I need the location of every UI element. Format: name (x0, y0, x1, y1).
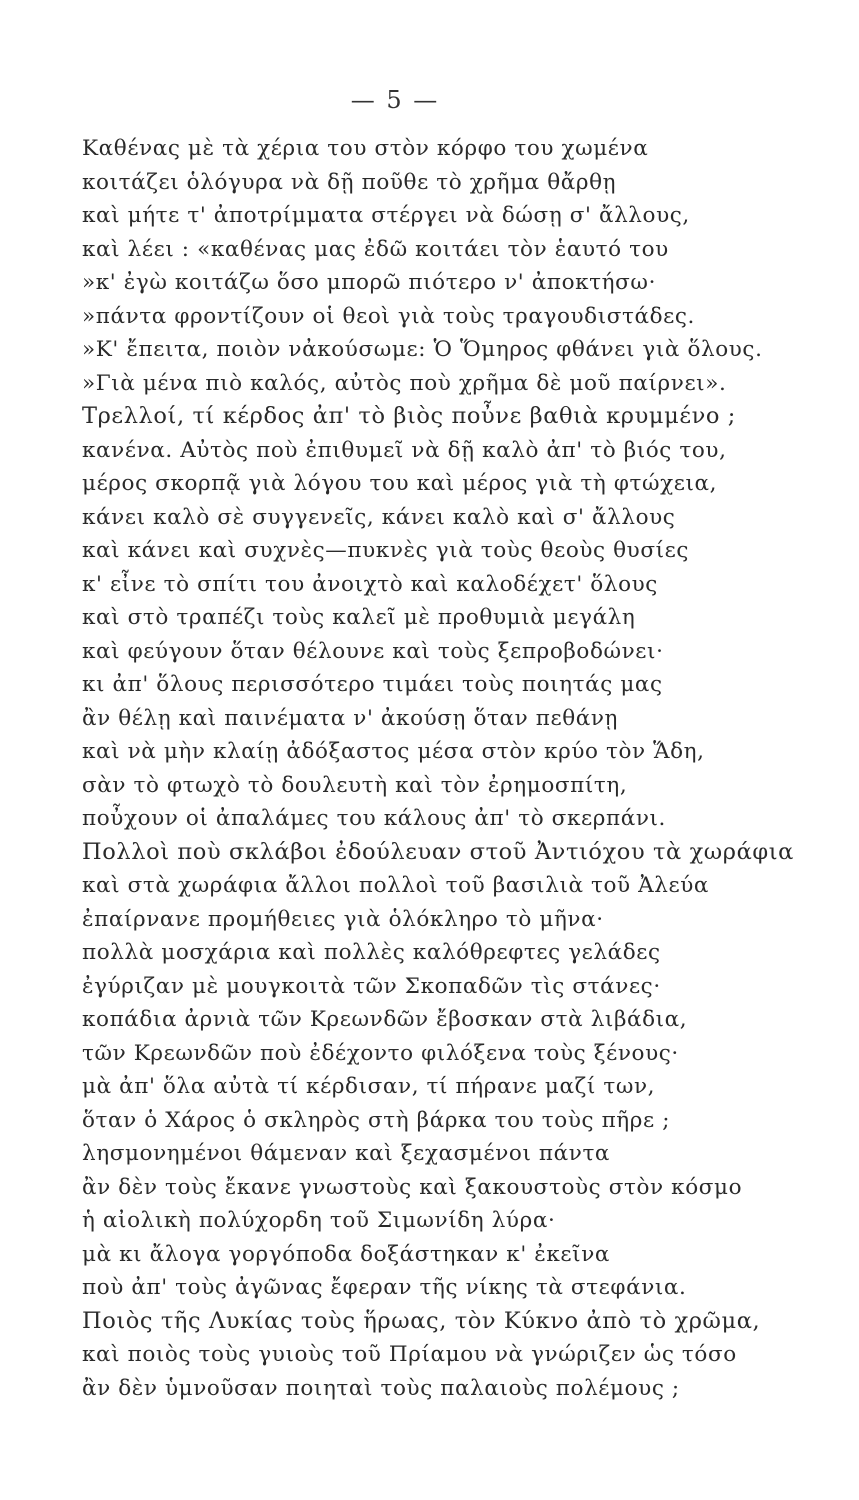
poem-line: ἐπαίρνανε προμήθειες γιὰ ὁλόκληρο τὸ μῆνα· (82, 906, 604, 932)
poem-line: καὶ μήτε τ' ἀποτρίμματα στέργει νὰ δώσῃ σ' ἄλλους, (82, 203, 690, 228)
poem-line: μέρος σκορπᾷ γιὰ λόγου του καὶ μέρος γιὰ τὴ φτώχεια, (82, 471, 718, 496)
poem-line: καὶ νὰ μὴν κλαίῃ ἀδόξαστος μέσα στὸν κρύο τὸν Ἅδη, (82, 739, 705, 764)
poem-line: ὅταν ὁ Χάρος ὁ σκληρὸς στὴ βάρκα του τοὺς πῆρε ; (82, 1107, 671, 1133)
poem-line: Καθένας μὲ τὰ χέρια του στὸν κόρφο του χωμένα (82, 136, 649, 161)
poem-text (82, 132, 812, 1405)
poem-line: μὰ κι ἄλογα γοργόποδα δοξάστηκαν κ' ἐκεῖνα (82, 1241, 610, 1267)
poem-line: ποὺ ἀπ' τοὺς ἀγῶνας ἔφεραν τῆς νίκης τὰ στεφάνια. (82, 1275, 687, 1300)
poem-line: κάνει καλὸ σὲ συγγενεῖς, κάνει καλὸ καὶ σ' ἄλλους (82, 504, 676, 530)
poem-line: ἂν θέλῃ καὶ παινέματα ν' ἀκούσῃ ὅταν πεθάνῃ (82, 705, 619, 731)
poem-line: καὶ κάνει καὶ συχνὲς—πυκνὲς γιὰ τοὺς θεοὺς θυσίες (82, 538, 690, 563)
poem-line: ἡ αἰολικὴ πολύχορδη τοῦ Σιμωνίδη λύρα· (82, 1208, 556, 1233)
poem-line: »Κ' ἔπειτα, ποιὸν νἀκούσωμε: Ὁ Ὅμηρος φθάνει γιὰ ὅλους. (82, 337, 763, 362)
poem-line: τῶν Κρεωνδῶν ποὺ ἐδέχοντο φιλόξενα τοὺς ξένους· (82, 1040, 679, 1066)
poem-line: κοιτάζει ὁλόγυρα νὰ δῇ ποῦθε τὸ χρῆμα θἄρθῃ (82, 169, 617, 195)
poem-line: σὰν τὸ φτωχὸ τὸ δουλευτὴ καὶ τὸν ἐρημοσπίτη, (82, 772, 628, 798)
poem-line: κανένα. Αὐτὸς ποὺ ἐπιθυμεῖ νὰ δῇ καλὸ ἀπ' τὸ βιός του, (82, 437, 727, 463)
poem-line: καὶ στὰ χωράφια ἄλλοι πολλοὶ τοῦ βασιλιὰ τοῦ Ἀλεύα (82, 873, 710, 898)
poem-line: μὰ ἀπ' ὅλα αὐτὰ τί κέρδισαν, τί πήρανε μαζί των, (82, 1074, 656, 1099)
poem-line: λησμονημένοι θάμεναν καὶ ξεχασμένοι πάντα (82, 1141, 611, 1166)
poem-line: ποὖχουν οἱ ἀπαλάμες του κάλους ἀπ' τὸ σκερπάνι. (82, 806, 666, 831)
poem-line: πολλὰ μοσχάρια καὶ πολλὲς καλόθρεφτες γελάδες (82, 940, 661, 965)
poem-line: κοπάδια ἀρνιὰ τῶν Κρεωνδῶν ἔβοσκαν στὰ λιβάδια, (82, 1007, 688, 1032)
poem-line: »κ' ἐγὼ κοιτάζω ὅσο μπορῶ πιότερο ν' ἀποκτήσω· (82, 270, 657, 295)
poem-line: »πάντα φροντίζουν οἱ θεοὶ γιὰ τοὺς τραγουδιστάδες. (82, 303, 695, 329)
poem-line: κ' εἶνε τὸ σπίτι του ἀνοιχτὸ καὶ καλοδέχετ' ὅλους (82, 571, 658, 597)
poem-line: καὶ στὸ τραπέζι τοὺς καλεῖ μὲ προθυμιὰ μεγάλη (82, 605, 636, 630)
poem-line: κι ἀπ' ὅλους περισσότερο τιμάει τοὺς ποιητάς μας (82, 672, 663, 697)
poem-line: Ποιὸς τῆς Λυκίας τοὺς ἥρωας, τὸν Κύκνο ἀπὸ τὸ χρῶμα, (82, 1307, 761, 1334)
poem-line: Πολλοὶ ποὺ σκλάβοι ἐδούλευαν στοῦ Ἀντιόχου τὰ χωράφια (82, 838, 794, 865)
poem-line: καὶ ποιὸς τοὺς γυιοὺς τοῦ Πρίαμου νὰ γνώριζεν ὡς τόσο (82, 1342, 737, 1367)
poem-line: καὶ φεύγουν ὅταν θέλουνε καὶ τοὺς ξεπροβοδώνει· (82, 638, 664, 664)
poem-line: καὶ λέει : «καθένας μας ἐδῶ κοιτάει τὸν ἑαυτό του (82, 236, 669, 262)
page-number: — 5 — (350, 86, 440, 114)
poem-line: ἐγύριζαν μὲ μουγκοιτὰ τῶν Σκοπαδῶν τὶς στάνες· (82, 973, 661, 999)
poem-line: ἂν δὲν ὑμνοῦσαν ποιηταὶ τοὺς παλαιοὺς πολέμους ; (82, 1375, 680, 1401)
poem-line: »Γιὰ μένα πιὸ καλός, αὐτὸς ποὺ χρῆμα δὲ μοῦ παίρνει». (82, 370, 727, 396)
poem-line: ἂν δὲν τοὺς ἔκανε γνωστοὺς καὶ ξακουστοὺς στὸν κόσμο (82, 1174, 743, 1200)
poem-line: Τρελλοί, τί κέρδος ἀπ' τὸ βιὸς ποὖνε βαθιὰ κρυμμένο ; (82, 403, 736, 429)
